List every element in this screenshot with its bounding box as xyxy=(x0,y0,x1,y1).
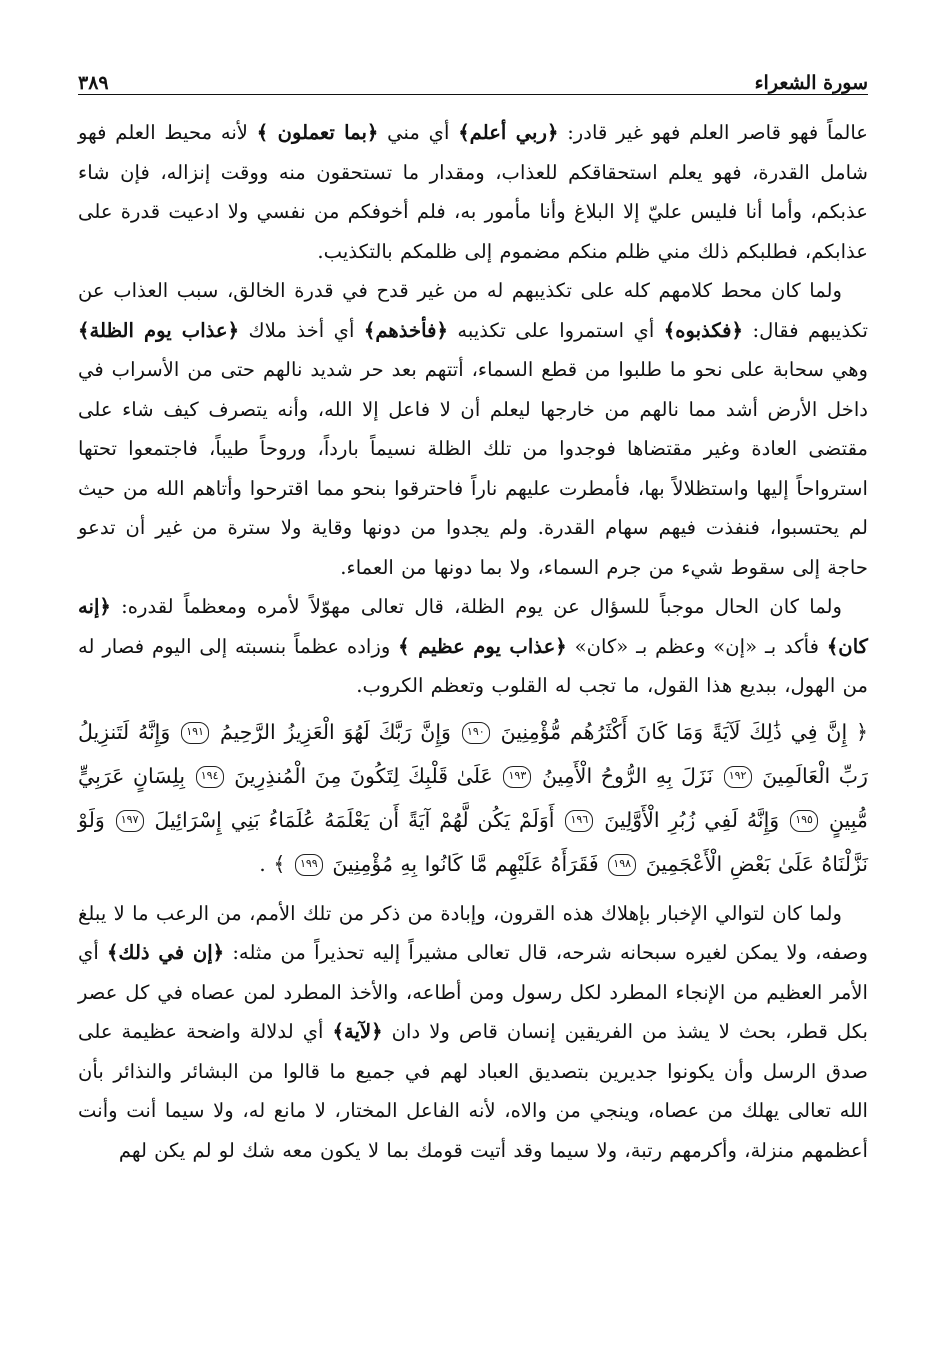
verse-196: وَإِنَّهُ لَفِي زُبُرِ الْأَوَّلِينَ xyxy=(604,807,780,832)
quran-quote: ﴿إنه كان﴾ xyxy=(78,595,868,658)
verse-191: وَإِنَّ رَبَّكَ لَهُوَ الْعَزِيزُ الرَّحِيمُ xyxy=(219,719,451,744)
quran-quote: ﴿فأخذهم﴾ xyxy=(363,318,448,342)
quran-quote: ﴿إن في ذلك﴾ xyxy=(106,941,225,964)
verse-open-bracket: ﴿ xyxy=(855,719,868,744)
verse-number-198: ١٩٨ xyxy=(608,854,636,876)
quran-quote: ﴿عذاب يوم عظيم ﴾ xyxy=(398,634,567,658)
verse-number-195: ١٩٥ xyxy=(790,810,818,832)
quran-quote: ﴿عذاب يوم الظلة﴾ xyxy=(78,318,240,342)
quran-quote: ﴿فكذبوه﴾ xyxy=(663,318,744,342)
verse-192: وَإِنَّهُ لَتَنزِيلُ رَبِّ الْعَالَمِينَ xyxy=(78,719,868,788)
book-page xyxy=(78,62,868,1332)
quran-verses-block xyxy=(78,710,868,886)
paragraph-3: ولما كان الحال موجباً للسؤال عن يوم الظلة، قال تعالى مهوّلاً لأمره ومعظماً لقدره: ﴿إنه كان﴾ فأكد بـ «إن» وعظم بـ «كان» ﴿عذاب يوم عظيم ﴾ وزاده عظماً بنسبته إلى اليوم فصار له من الهول، ببديع هذا القول، ما تجب له القلوب وتعظم الكروب. xyxy=(78,595,868,697)
verse-197: أَوَلَمْ يَكُن لَّهُمْ آيَةً أَن يَعْلَمَهُ عُلَمَاءُ بَنِي إِسْرَائِيلَ xyxy=(154,807,555,832)
verse-number-191: ١٩١ xyxy=(181,722,209,744)
verse-198: وَلَوْ نَزَّلْنَاهُ عَلَىٰ بَعْضِ الْأَعْجَمِينَ xyxy=(78,807,868,876)
verse-number-190: ١٩٠ xyxy=(462,722,490,744)
verse-number-199: ١٩٩ xyxy=(295,854,323,876)
quran-quote: ﴿بما تعملون ﴾ xyxy=(256,121,379,144)
quran-quote: ﴿لآية﴾ xyxy=(332,1020,383,1043)
verse-number-192: ١٩٢ xyxy=(724,766,752,788)
verse-number-193: ١٩٣ xyxy=(503,766,531,788)
verse-close-bracket: ﴾ . xyxy=(259,851,286,876)
verse-194: عَلَىٰ قَلْبِكَ لِتَكُونَ مِنَ الْمُنذِرِينَ xyxy=(234,763,493,788)
verse-199: فَقَرَأَهُ عَلَيْهِم مَّا كَانُوا بِهِ مُؤْمِنِينَ xyxy=(332,851,599,876)
running-title: سورة الشعراء xyxy=(754,72,868,94)
paragraph-1: عالماً فهو قاصر العلم فهو غير قادر: ﴿ربي أعلم﴾ أي مني ﴿بما تعملون ﴾ لأنه محيط العلم فهو شامل القدرة، فهو يعلم استحقاقكم للعذاب، ومقدار ما تستحقون منه ووقت إنزاله، فإن شاء عذبكم، وأما أنا فليس عليّ إلا البلاغ وأنا مأمور به، فلم أخوفكم من نفسي ولا ادعيت قدرة على عذابكم، فطلبكم ذلك مني ظلم منكم مضموم إلى ظلمكم بالتكذيب. xyxy=(78,121,868,263)
verse-193: نَزَلَ بِهِ الرُّوحُ الْأَمِينُ xyxy=(541,763,713,788)
verse-number-194: ١٩٤ xyxy=(196,766,224,788)
page-body xyxy=(78,113,868,1170)
verse-190: إِنَّ فِي ذَٰلِكَ لَآيَةً وَمَا كَانَ أَكْثَرُهُم مُّؤْمِنِينَ xyxy=(500,719,848,744)
page-number: ٣٨٩ xyxy=(78,72,109,94)
paragraph-4: ولما كان لتوالي الإخبار بإهلاك هذه القرون، وإبادة من ذكر من تلك الأمم، من الرعب ما لا يبلغ وصفه، ولا يمكن لغيره سبحانه شرحه، قال تعالى مشيراً إليه تحذيراً من مثله: ﴿إن في ذلك﴾ أي الأمر العظيم من الإنجاء المطرد لكل رسول ومن أطاعه، والأخذ المطرد لمن عصاه في كل عصر بكل قطر، بحث لا يشذ من الفريقين إنسان قاص ولا دان ﴿لآية﴾ أي لدلالة واضحة عظيمة على صدق الرسل وأن يكونوا جديرين بتصديق العباد لهم في جميع ما قالوا من البشائر والنذائر بأن الله تعالى يهلك من عصاه، وينجي من والاه، لأنه الفاعل المختار، لا مانع له، ولا سيما أنت وأنت أعظمهم منزلة، وأكرمهم رتبة، ولا سيما وقد أتيت قومك بما لا يكون معه شك لو لم يكن لهم xyxy=(78,901,868,1162)
quran-quote: ﴿ربي أعلم﴾ xyxy=(458,121,559,144)
verse-195: بِلِسَانٍ عَرَبِيٍّ مُّبِينٍ xyxy=(78,763,868,832)
page-header xyxy=(78,62,868,95)
paragraph-2: ولما كان محط كلامهم كله على تكذيبهم له من غير قدح في قدرة الخالق، سبب العذاب عن تكذيبهم فقال: ﴿فكذبوه﴾ أي استمروا على تكذيبه ﴿فأخذهم﴾ أي أخذ ملاك ﴿عذاب يوم الظلة﴾ وهي سحابة على نحو ما طلبوا من قطع السماء، أتتهم بعد حر شديد نالهم حتى من الأسراب في داخل الأرض أشد مما نالهم من خارجها ليعلم أن لا فاعل إلا الله، وأنه يتصرف كيف شاء على مقتضى العادة وغير مقتضاها فوجدوا من تلك الظلة نسيماً بارداً، وروحاً طيباً، فاجتمعوا تحتها استرواحاً إليها واستظلالاً بها، فأمطرت عليهم ناراً فاحترقوا بنحو مما اقترحوا وأتاهم الله من حيث لم يحتسبوا، فنفذت فيهم سهام القدرة. ولم يجدوا من دونها وقاية ولا سترة من غير أن تدعو حاجة إلى سقوط شيء من جرم السماء، ولا بما دونها من العماء. xyxy=(78,279,869,579)
verse-number-196: ١٩٦ xyxy=(565,810,593,832)
verse-number-197: ١٩٧ xyxy=(116,810,144,832)
